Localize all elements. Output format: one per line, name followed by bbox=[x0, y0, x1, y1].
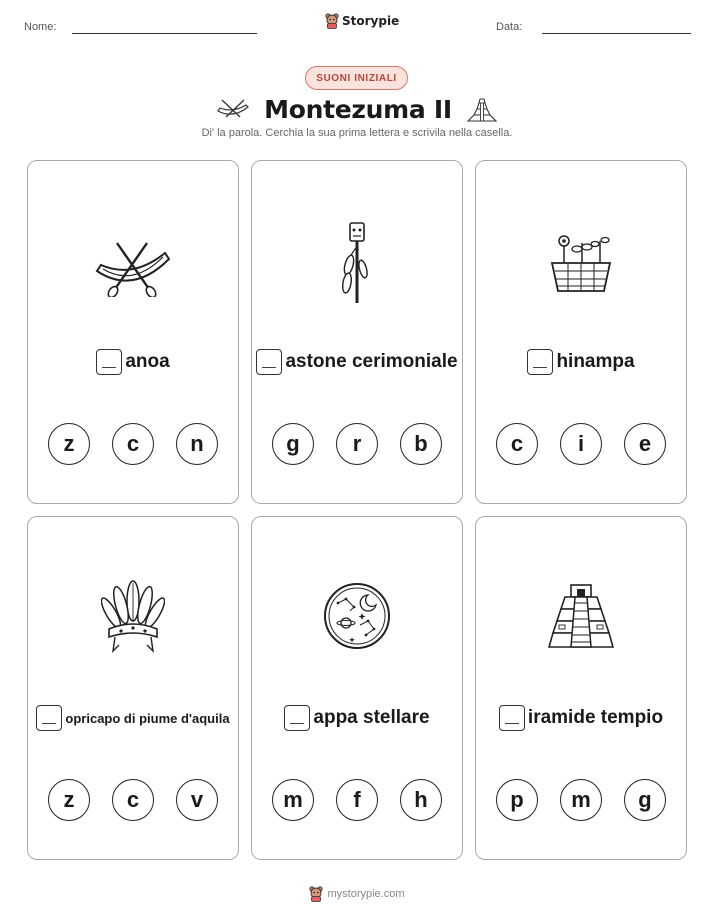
date-label: Data: bbox=[496, 21, 523, 33]
pyramid-temple-icon bbox=[541, 581, 621, 651]
word-card bbox=[475, 516, 687, 860]
letter-choice[interactable]: i bbox=[560, 423, 602, 465]
partial-word: appa stellare bbox=[313, 707, 430, 728]
letter-choice[interactable]: n bbox=[176, 423, 218, 465]
feather-headdress-icon bbox=[101, 579, 165, 655]
name-label: Nome: bbox=[24, 21, 57, 33]
letter-choice[interactable]: f bbox=[336, 779, 378, 821]
word-row bbox=[476, 349, 686, 375]
ceremonial-staff-icon bbox=[337, 219, 377, 305]
word-row bbox=[252, 349, 462, 375]
word-card bbox=[251, 160, 463, 504]
letter-choice[interactable]: e bbox=[624, 423, 666, 465]
partial-word: iramide tempio bbox=[527, 707, 664, 728]
word-row bbox=[476, 705, 686, 731]
footer-url[interactable]: mystorypie.com bbox=[327, 888, 405, 900]
card-image bbox=[252, 581, 462, 651]
card-image bbox=[28, 239, 238, 297]
topic-badge: SUONI INIZIALI bbox=[305, 66, 408, 90]
word-card bbox=[475, 160, 687, 504]
bear-icon bbox=[325, 13, 339, 29]
answer-box[interactable] bbox=[36, 705, 62, 731]
title-row bbox=[0, 93, 714, 125]
letter-choices bbox=[252, 779, 462, 821]
canoe-icon bbox=[216, 97, 250, 121]
card-image bbox=[476, 229, 686, 295]
card-image bbox=[252, 219, 462, 305]
answer-box[interactable] bbox=[96, 349, 122, 375]
letter-choices bbox=[476, 423, 686, 465]
partial-word: opricapo di piume d'aquila bbox=[65, 710, 230, 726]
date-line[interactable] bbox=[542, 33, 691, 34]
letter-choice[interactable]: b bbox=[400, 423, 442, 465]
instructions: Di' la parola. Cerchia la sua prima lettera e scrivila nella casella. bbox=[201, 127, 513, 139]
word-row bbox=[252, 705, 462, 731]
letter-choice[interactable]: g bbox=[624, 779, 666, 821]
canoe-icon bbox=[93, 239, 173, 297]
letter-choice[interactable]: h bbox=[400, 779, 442, 821]
word-row bbox=[28, 705, 238, 731]
letter-choice[interactable]: c bbox=[496, 423, 538, 465]
letter-choices bbox=[28, 423, 238, 465]
name-line[interactable] bbox=[72, 33, 257, 34]
answer-box[interactable] bbox=[256, 349, 282, 375]
letter-choice[interactable]: v bbox=[176, 779, 218, 821]
letter-choice[interactable]: r bbox=[336, 423, 378, 465]
brand-name: Storypie bbox=[342, 14, 400, 28]
partial-word: anoa bbox=[125, 351, 170, 372]
chinampa-icon bbox=[546, 229, 616, 295]
word-card bbox=[27, 160, 239, 504]
answer-box[interactable] bbox=[284, 705, 310, 731]
letter-choice[interactable]: z bbox=[48, 423, 90, 465]
card-image bbox=[28, 579, 238, 655]
word-card bbox=[27, 516, 239, 860]
letter-choice[interactable]: c bbox=[112, 779, 154, 821]
partial-word: astone cerimoniale bbox=[285, 351, 458, 372]
word-row bbox=[28, 349, 238, 375]
page-title: Montezuma II bbox=[264, 94, 452, 124]
letter-choice[interactable]: m bbox=[272, 779, 314, 821]
letter-choices bbox=[28, 779, 238, 821]
word-card bbox=[251, 516, 463, 860]
letter-choice[interactable]: z bbox=[48, 779, 90, 821]
letter-choices bbox=[252, 423, 462, 465]
letter-choices bbox=[476, 779, 686, 821]
letter-choice[interactable]: p bbox=[496, 779, 538, 821]
letter-choice[interactable]: c bbox=[112, 423, 154, 465]
brand-logo bbox=[325, 13, 399, 29]
star-map-icon bbox=[322, 581, 392, 651]
footer bbox=[0, 886, 714, 902]
partial-word: hinampa bbox=[556, 351, 635, 372]
bear-icon bbox=[309, 886, 323, 902]
card-image bbox=[476, 581, 686, 651]
pyramid-icon bbox=[466, 95, 498, 123]
answer-box[interactable] bbox=[527, 349, 553, 375]
answer-box[interactable] bbox=[499, 705, 525, 731]
letter-choice[interactable]: g bbox=[272, 423, 314, 465]
letter-choice[interactable]: m bbox=[560, 779, 602, 821]
